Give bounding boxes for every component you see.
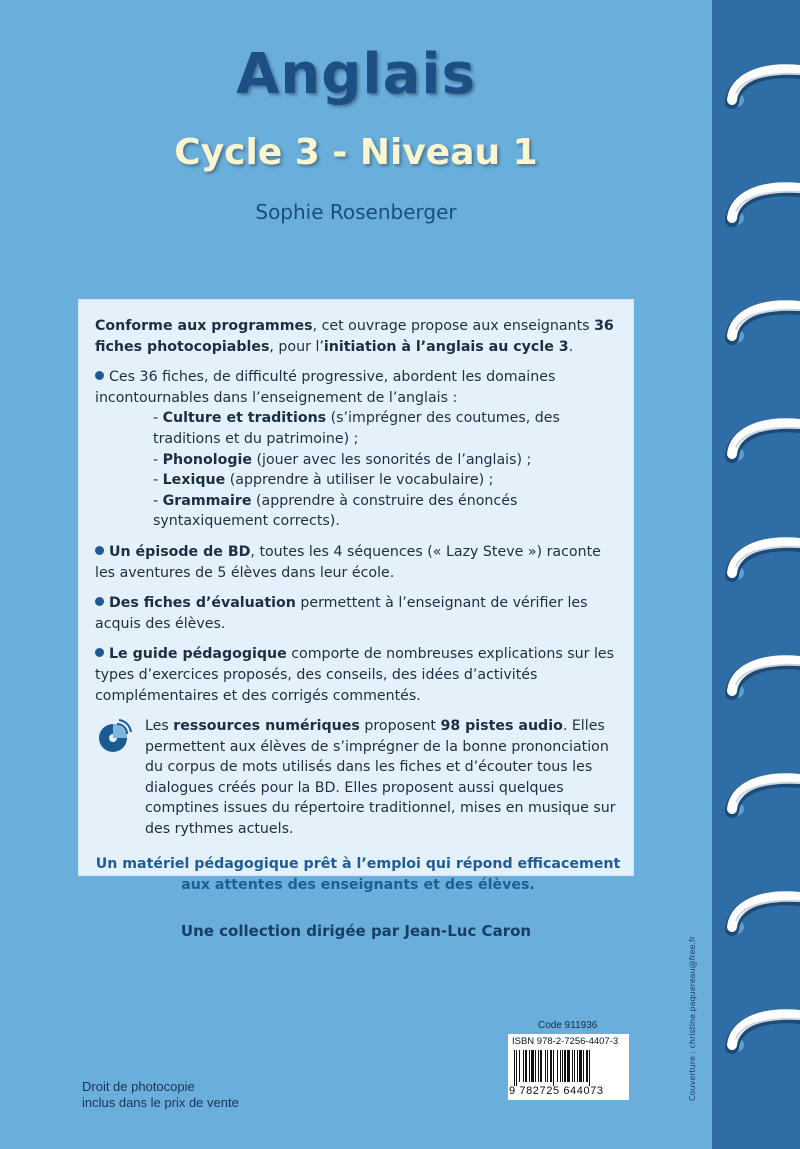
fiches-item <box>95 470 621 491</box>
barcode-bar <box>516 1050 517 1086</box>
photocopy-notice <box>82 1079 239 1111</box>
item-prefix: - <box>153 472 163 489</box>
resources-bold-2: ressources numériques <box>173 718 360 735</box>
barcode-bar <box>523 1050 524 1082</box>
evaluation-bold: Des fiches d’évaluation <box>109 595 296 612</box>
spiral-ring-icon <box>722 769 800 829</box>
evaluation-paragraph <box>95 593 621 634</box>
item-prefix: - <box>153 451 163 468</box>
fiches-paragraph <box>95 367 621 408</box>
bd-bold: Un épisode de BD <box>109 543 251 560</box>
barcode-digits: 9 782725 644073 <box>509 1085 604 1097</box>
barcode-bar <box>547 1050 548 1082</box>
fiches-item <box>95 491 621 532</box>
intro-text-4: , pour l’ <box>269 338 324 355</box>
resources-bold-4: 98 pistes audio <box>440 718 563 735</box>
item-text: (apprendre à utiliser le vocabulaire) ; <box>225 472 494 489</box>
intro-paragraph <box>95 316 621 357</box>
resources-text-3: proposent <box>359 718 441 735</box>
barcode-bar <box>577 1050 578 1082</box>
spiral-ring-icon <box>722 651 800 711</box>
bullet-icon <box>95 546 104 555</box>
bd-paragraph <box>95 542 621 583</box>
barcode-bar <box>535 1050 536 1082</box>
barcode-bar <box>550 1050 552 1082</box>
barcode-bar <box>583 1050 584 1082</box>
spiral-ring-icon <box>722 60 800 120</box>
bullet-icon <box>95 597 104 606</box>
book-title: Anglais <box>236 42 476 107</box>
cover-credit: Couverture : christine.paquereau@free.fr <box>688 935 697 1101</box>
item-text: (apprendre à construire des énoncés syntaxiquement corrects). <box>153 492 518 530</box>
item-prefix: - <box>153 410 163 427</box>
collection-credit: Une collection dirigée par Jean-Luc Caron <box>180 922 532 940</box>
spiral-ring-icon <box>722 178 800 238</box>
guide-text: comporte de nombreuses explications sur les types d’exercices proposés, des conseils, des idées d’activités complémentaires et des corrigés commentés. <box>95 646 615 704</box>
barcode-bar <box>586 1050 588 1082</box>
item-bold: Lexique <box>162 472 226 489</box>
intro-bold-1: Conforme aux programmes <box>95 318 313 334</box>
item-prefix: - <box>153 492 163 509</box>
book-author: Sophie Rosenberger <box>255 200 457 224</box>
fiches-text: Ces 36 fiches, de difficulté progressive, abordent les domaines incontournables dans l’enseignement de l’anglais : <box>95 369 556 406</box>
barcode-bar <box>589 1050 590 1086</box>
bullet-icon <box>95 371 104 380</box>
barcode-bar <box>538 1050 539 1082</box>
spiral-ring-icon <box>722 296 800 356</box>
spiral-ring-icon <box>722 887 800 947</box>
barcode-bar <box>514 1050 515 1086</box>
guide-paragraph <box>95 644 621 706</box>
isbn-number: ISBN 978-2-7256-4407-3 <box>512 1036 619 1047</box>
intro-bold-3: 36 fiches photocopiables <box>95 318 614 355</box>
bd-text: , toutes les 4 séquences (« Lazy Steve ») raconte les aventures de 5 élèves dans leur école. <box>95 543 601 581</box>
barcode-bar <box>557 1050 558 1082</box>
item-text: (s’imprégner des coutumes, des traditions et du patrimoine) ; <box>153 410 560 447</box>
barcode-bar <box>567 1050 570 1082</box>
fiches-item <box>95 450 621 471</box>
barcode-bar <box>572 1050 573 1082</box>
barcode-bar <box>562 1050 563 1082</box>
barcode-bar <box>574 1050 575 1082</box>
barcode-bar <box>529 1050 530 1082</box>
item-bold: Phonologie <box>162 451 252 468</box>
barcode-bar <box>525 1050 527 1082</box>
cd-audio-icon <box>97 718 133 754</box>
product-code: Code 911936 <box>538 1020 598 1031</box>
tagline-line-2: aux attentes des enseignants et des élèves. <box>181 876 535 893</box>
resources-text-5: . Elles permettent aux élèves de s’imprégner de la bonne prononciation du corpus de mots utilisés dans les fiches et d’écouter tous les dialogues créés pour la BD. Elles proposent aussi quelques comptines issues du répertoire traditionnel, mises en musique sur des rythmes actuels. <box>145 718 616 838</box>
intro-bold-5: initiation à l’anglais au cycle 3 <box>323 338 569 355</box>
spiral-ring-icon <box>722 414 800 474</box>
item-text: (jouer avec les sonorités de l’anglais) ; <box>252 451 532 468</box>
intro-text-2: , cet ouvrage propose aux enseignants <box>312 318 595 334</box>
guide-bold: Le guide pédagogique <box>109 646 287 663</box>
barcode-bar <box>531 1050 534 1082</box>
spiral-ring-icon <box>722 1005 800 1065</box>
spiral-ring-icon <box>722 533 800 593</box>
barcode <box>508 1034 629 1100</box>
resources-block <box>95 716 621 840</box>
item-bold: Culture et traditions <box>162 410 327 427</box>
evaluation-text: permettent à l’enseignant de vérifier les acquis des élèves. <box>95 595 588 632</box>
photocopy-line-2: inclus dans le prix de vente <box>82 1095 239 1110</box>
book-subtitle: Cycle 3 - Niveau 1 <box>174 132 538 173</box>
item-bold: Grammaire <box>162 492 252 509</box>
description-panel <box>79 300 633 893</box>
resources-text-1: Les <box>145 718 174 735</box>
tagline-line-1: Un matériel pédagogique prêt à l’emploi qui répond efficacement <box>95 855 621 872</box>
intro-text-6: . <box>568 338 574 355</box>
fiches-item <box>95 408 621 449</box>
barcode-bars <box>512 1050 626 1086</box>
barcode-bar <box>540 1050 542 1082</box>
resources-paragraph <box>145 716 621 840</box>
barcode-bar <box>579 1050 582 1082</box>
barcode-bar <box>560 1050 561 1082</box>
barcode-bar <box>545 1050 546 1082</box>
barcode-bar <box>564 1050 566 1082</box>
barcode-bar <box>519 1050 520 1082</box>
photocopy-line-1: Droit de photocopie <box>82 1079 195 1094</box>
bullet-icon <box>95 648 104 657</box>
barcode-bar <box>553 1050 554 1086</box>
